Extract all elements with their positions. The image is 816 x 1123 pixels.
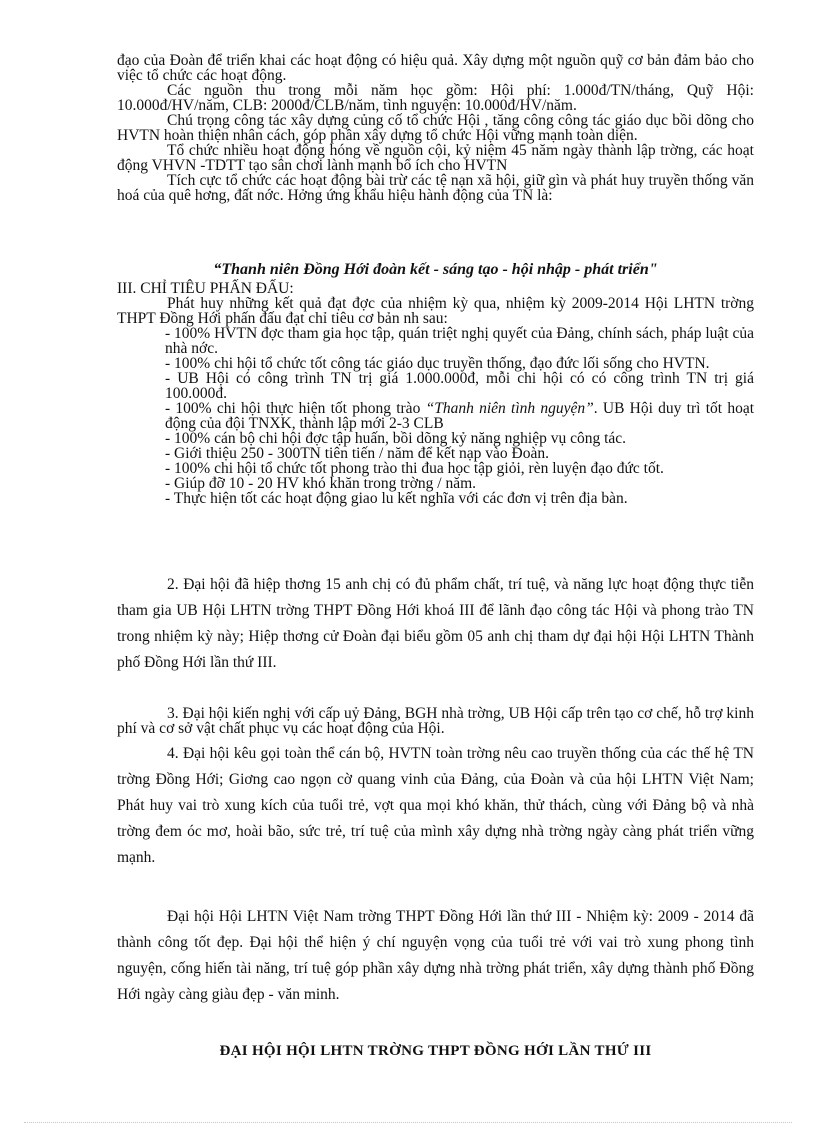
paragraph-organization: Chú trọng công tác xây dựng củng cố tổ chức Hội , tăng công công tác giáo dục bồi dõng cho HVTN hoàn thiện nhân cách, góp phần xây dựng tổ chức Hội vững mạnh toàn diện. bbox=[117, 112, 754, 144]
section-recommendation bbox=[117, 706, 754, 736]
target-item: - 100% cán bộ chi hội đợc tập huấn, bồi dõng kỷ năng nghiệp vụ công tác. bbox=[165, 430, 627, 447]
section-funding bbox=[117, 53, 754, 203]
target-item: - UB Hội có công trình TN trị giá 1.000.000đ, mỗi chi hội có có công trình TN trị giá 100.000đ. bbox=[165, 370, 754, 402]
target-item: - 100% chi hội thực hiện tốt phong trào “Thanh niên tình nguyện”. UB Hội duy trì tốt hoạt động của đội TNXK, thành lập mới 2-3 CLB bbox=[165, 400, 755, 432]
section-closing bbox=[117, 904, 754, 1008]
paragraph-appeal: 4. Đại hội kêu gọi toàn thể cán bộ, HVTN toàn trờng nêu cao truyền thống của các thế hệ TN trờng Đồng Hới; Giơng cao ngọn cờ quang vinh của Đảng, của Đoàn và của hội LHTN Việt Nam; Phát huy vai trò xung kích của tuổi trẻ, vợt qua mọi khó khăn, thử thách, cùng với Đảng bộ và nhà trờng đem óc mơ, hoài bão, sức trẻ, trí tuệ của mình xây dựng nhà trờng ngày càng phát triển vững mạnh. bbox=[117, 745, 754, 866]
paragraph-closing: Đại hội Hội LHTN Việt Nam trờng THPT Đồng Hới lần thứ III - Nhiệm kỳ: 2009 - 2014 đã thành công tốt đẹp. Đại hội thể hiện ý chí nguyện vọng của tuổi trẻ với vai trò xung phong tình nguyện, cống hiến tài năng, trí tuệ góp phần xây dựng nhà trờng phát triển, xây dựng thành phố Đồng Hới ngày càng giàu đẹp - văn minh. bbox=[117, 908, 754, 1003]
paragraph-recommendation: 3. Đại hội kiến nghị với cấp uỷ Đảng, BGH nhà trờng, UB Hội cấp trên tạo cơ chế, hỗ trợ kinh phí và cơ sở vật chất phục vụ các hoạt động của Hội. bbox=[117, 705, 754, 737]
section-targets bbox=[117, 296, 754, 506]
slogan: “Thanh niên Đồng Hới đoàn kết - sáng tạo - hội nhập - phát triển" bbox=[213, 261, 658, 278]
target-item: - Giúp đỡ 10 - 20 HV khó khăn trong trờng / năm. bbox=[165, 475, 477, 492]
section-election bbox=[117, 572, 754, 676]
volunteer-movement-quote: “Thanh niên tình nguyện” bbox=[425, 400, 594, 417]
target-item: - Giới thiệu 250 - 300TN tiên tiến / năm để kết nạp vào Đoàn. bbox=[165, 445, 549, 462]
paragraph-activities: Tổ chức nhiều hoạt động hóng về nguồn cội, kỷ niệm 45 năm ngày thành lập trờng, các hoạt động VHVN -TDTT tạo sân chơi lành mạnh bổ ích cho HVTN bbox=[117, 142, 754, 174]
paragraph-social-evils: Tích cực tổ chức các hoạt động bài trừ các tệ nạn xã hội, giữ gìn và phát huy truyền thống văn hoá của quê hơng, đất nớc. Hởng ứng khẩu hiệu hành động của TN là: bbox=[117, 172, 754, 204]
paragraph-funding-intro: đạo của Đoàn để triển khai các hoạt động có hiệu quả. Xây dựng một nguồn quỹ cơ bản đảm bảo cho việc tổ chức các hoạt động. bbox=[117, 52, 754, 84]
section-heading-targets: III. CHỈ TIÊU PHẤN ĐẤU: bbox=[117, 280, 294, 297]
paragraph-targets-intro: Phát huy những kết quả đạt đợc của nhiệm kỳ qua, nhiệm kỳ 2009-2014 Hội LHTN trờng THPT Đồng Hới phấn đấu đạt chỉ tiêu cơ bản nh sau: bbox=[117, 295, 754, 327]
paragraph-revenue-sources: Các nguồn thu trong mỗi năm học gồm: Hội phí: 1.000đ/TN/tháng, Quỹ Hội: 10.000đ/HV/năm, CLB: 2000đ/CLB/năm, tình nguyện: 10.000đ/HV/năm. bbox=[117, 82, 754, 114]
footer-signature: ĐẠI HỘI HỘI LHTN TRỜNG THPT ĐỒNG HỚI LẦN THỨ III bbox=[219, 1043, 652, 1059]
target-item: - 100% chi hội tổ chức tốt công tác giáo dục truyền thống, đạo đức lối sống cho HVTN. bbox=[165, 355, 710, 372]
target-item: - 100% HVTN đợc tham gia học tập, quán triệt nghị quyết của Đảng, chính sách, pháp luật của nhà nớc. bbox=[165, 325, 754, 357]
target-item: - Thực hiện tốt các hoạt động giao lu kết nghĩa với các đơn vị trên địa bàn. bbox=[165, 490, 628, 507]
section-appeal bbox=[117, 741, 754, 871]
paragraph-election: 2. Đại hội đã hiệp thơng 15 anh chị có đủ phẩm chất, trí tuệ, và năng lực hoạt động thực tiễn tham gia UB Hội LHTN trờng THPT Đồng Hới khoá III để lãnh đạo công tác Hội và phong trào TN trong nhiệm kỳ này; Hiệp thơng cử Đoàn đại biểu gồm 05 anh chị tham dự đại hội Hội LHTN Thành phố Đồng Hới lần thứ III. bbox=[117, 576, 754, 671]
target-item: - 100% chi hội tổ chức tốt phong trào thi đua học tập giỏi, rèn luyện đạo đức tốt. bbox=[165, 460, 664, 477]
